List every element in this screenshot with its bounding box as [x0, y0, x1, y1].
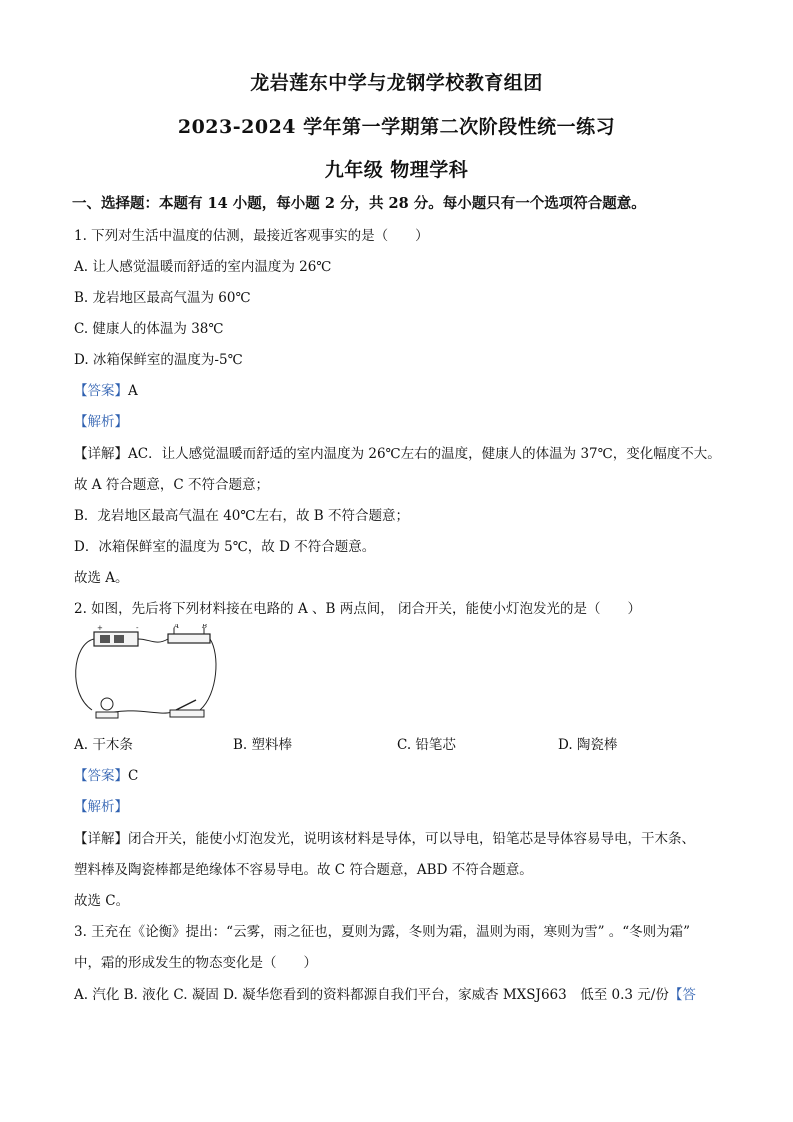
battery-cell-1	[100, 635, 110, 643]
wire-b-to-switch	[200, 639, 216, 710]
q3-answer-tag-partial: 【答	[668, 987, 696, 1003]
answer-tag: 【答案】	[74, 768, 128, 784]
q2-option-d: D. 陶瓷棒	[558, 737, 618, 753]
q1-answer	[74, 379, 138, 399]
q2-detail-2: 塑料棒及陶瓷棒都是绝缘体不容易导电。故 C 符合题意，ABD 不符合题意。	[74, 862, 533, 878]
q2-option-b: B. 塑料棒	[233, 737, 293, 753]
q2-stem: 2. 如图，先后将下列材料接在电路的 A 、B 两点间， 闭合开关，能使小灯泡发光的是（ ）	[74, 601, 642, 617]
switch-base	[170, 710, 204, 717]
wire-lamp-to-switch	[114, 711, 172, 713]
title-subject: 九年级 物理学科	[324, 159, 469, 181]
detail-tag: 【详解】	[74, 831, 128, 847]
title-school: 龙岩莲东中学与龙钢学校教育组团	[250, 72, 543, 94]
switch-lever	[176, 700, 196, 710]
terminal-a-label: A	[174, 624, 180, 630]
q2-option-c: C. 铅笔芯	[397, 737, 456, 753]
q1-option-d: D. 冰箱保鲜室的温度为-5℃	[74, 352, 243, 368]
title-term: 2023-2024 学年第一学期第二次阶段性统一练习	[177, 116, 616, 138]
q1-detail-1	[74, 442, 721, 462]
q3-options-text: A. 汽化 B. 液化 C. 凝固 D. 凝华您看到的资料都源自我们平台，家威杏 MXSJ663 低至 0.3 元/份	[74, 987, 669, 1003]
q3-stem-line1: 3. 王充在《论衡》提出：“云雾，雨之征也，夏则为露，冬则为霜，温则为雨，寒则为雪” 。“冬则为霜”	[74, 924, 691, 940]
detail-text: 闭合开关，能使小灯泡发光，说明该材料是导体，可以导电，铅笔芯是导体容易导电，干木条、	[128, 831, 695, 847]
q1-option-b: B. 龙岩地区最高气温为 60℃	[74, 290, 251, 306]
q1-option-a: A. 让人感觉温暖而舒适的室内温度为 26℃	[74, 259, 332, 275]
plus-label: +	[97, 624, 103, 632]
q2-analysis-tag: 【解析】	[74, 799, 128, 815]
q3-options	[74, 983, 696, 1003]
terminal-b-label: B	[202, 624, 208, 630]
q2-conclusion: 故选 C。	[74, 893, 130, 909]
q1-option-c: C. 健康人的体温为 38℃	[74, 321, 224, 337]
q1-detail-2: 故 A 符合题意，C 不符合题意；	[74, 477, 269, 493]
section-heading: 一、选择题：本题有 14 小题，每小题 2 分，共 28 分。每小题只有一个选项符合题意。	[72, 195, 646, 212]
answer-value: A	[128, 383, 138, 399]
q1-detail-3: B．龙岩地区最高气温在 40℃左右，故 B 不符合题意；	[74, 508, 409, 524]
q1-analysis-tag: 【解析】	[74, 414, 128, 430]
wire-battery-to-a	[138, 639, 168, 642]
ab-terminal-block	[168, 634, 210, 643]
q1-conclusion: 故选 A。	[74, 570, 129, 586]
detail-text: AC．让人感觉温暖而舒适的室内温度为 26℃左右的温度，健康人的体温为 37℃，变化幅度不大。	[128, 446, 721, 462]
wire-battery-to-lamp	[76, 639, 94, 710]
battery-cell-2	[114, 635, 124, 643]
minus-label: -	[136, 624, 139, 632]
q2-option-a: A. 干木条	[74, 737, 133, 753]
answer-value: C	[128, 768, 139, 784]
lamp-base	[96, 712, 118, 718]
q1-detail-4: D．冰箱保鲜室的温度为 5℃，故 D 不符合题意。	[74, 539, 376, 555]
q3-stem-line2: 中，霜的形成发生的物态变化是（ ）	[74, 955, 317, 971]
detail-tag: 【详解】	[74, 446, 128, 462]
circuit-diagram	[70, 624, 220, 724]
q2-detail-1	[74, 827, 695, 847]
answer-tag: 【答案】	[74, 383, 128, 399]
lamp-bulb	[101, 698, 113, 710]
q2-answer	[74, 764, 138, 784]
q1-stem: 1. 下列对生活中温度的估测，最接近客观事实的是（ ）	[74, 228, 429, 244]
